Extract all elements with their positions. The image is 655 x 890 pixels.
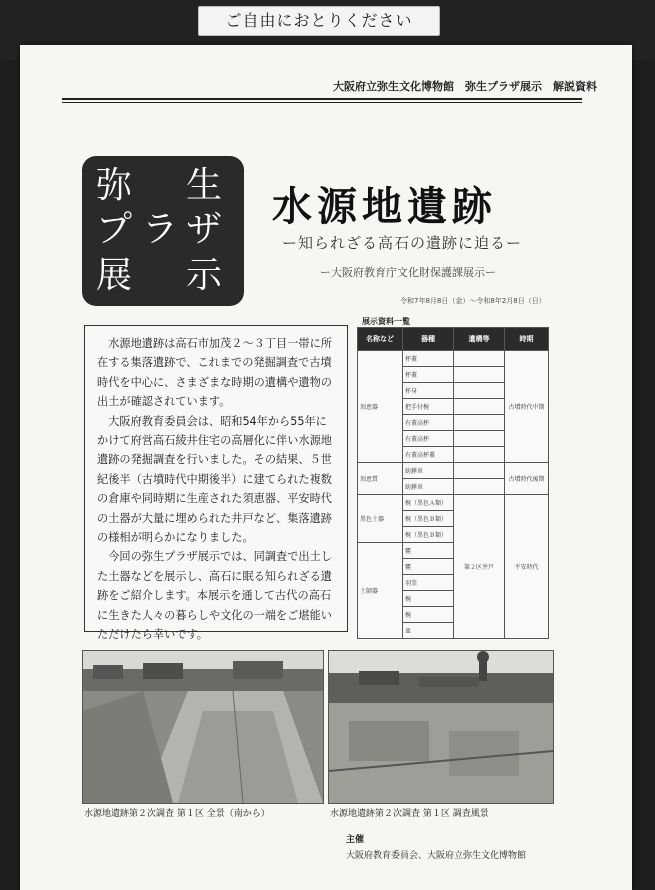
- table-row: [358, 495, 549, 511]
- item-cell: 紡錘車: [403, 479, 454, 495]
- logo-char: 示: [186, 255, 223, 296]
- exhibit-table: [357, 327, 549, 639]
- table-header: 器種: [403, 328, 454, 351]
- take-free-label: ご自由におとりください: [198, 6, 440, 36]
- item-cell: 皿: [403, 623, 454, 639]
- item-cell: 甕: [403, 559, 454, 575]
- exhibit-list-title: 展示資料一覧: [362, 317, 410, 326]
- logo-char: 弥: [96, 165, 133, 206]
- table-header: 時期: [505, 328, 549, 351]
- logo-char: ラ: [142, 209, 179, 250]
- excavation-work-photo: [328, 650, 554, 804]
- main-title: 水源地遺跡: [272, 183, 497, 230]
- yayoi-plaza-logo: [82, 156, 244, 306]
- item-cell: 有蓋高杯: [403, 415, 454, 431]
- period-cell: 古墳時代後期: [505, 463, 549, 495]
- item-cell: 紡錘車: [403, 463, 454, 479]
- header-rule: [62, 98, 582, 100]
- period-cell: 平安時代: [505, 495, 549, 639]
- table-row: [358, 463, 549, 479]
- logo-char: 展: [96, 255, 133, 296]
- logo-char: 生: [186, 165, 223, 206]
- intro-paragraph: 水源地遺跡は高石市加茂２〜３丁目一帯に所在する集落遺跡で、これまでの発掘調査で古墳時代を中心に、さまざまな時期の遺構や遺物の出土が確認されています。: [97, 337, 332, 409]
- subtitle: ー知られざる高石の遺跡に迫るー: [282, 234, 523, 252]
- sponsor-text: 大阪府教育委員会、大阪府立弥生文化博物館: [346, 851, 527, 861]
- group-name: 土師器: [358, 543, 403, 639]
- item-cell: 有蓋高杯蓋: [403, 447, 454, 463]
- item-cell: 椀（黒色Ｂ類）: [403, 527, 454, 543]
- item-cell: 杯蓋: [403, 351, 454, 367]
- item-cell: 椀: [403, 607, 454, 623]
- table-row: [358, 351, 549, 367]
- item-cell: 把手付椀: [403, 399, 454, 415]
- intro-paragraph: 今回の弥生プラザ展示では、同調査で出土した土器などを展示し、高石に眠る知られざる遺跡をご紹介します。本展示を通して古代の高石に生きた人々の暮らしや文化の一端をご堪能いただけたら幸いです。: [97, 550, 332, 642]
- organization-line: 大阪府立弥生文化博物館 弥生プラザ展示 解説資料: [333, 80, 597, 93]
- group-name: 黒色土器: [358, 495, 403, 543]
- exhibition-dates: 令和7年8月8日（金）〜令和8年2月8日（日）: [400, 297, 546, 305]
- intro-paragraph: 大阪府教育委員会は、昭和54年から55年にかけて府営高石綾井住宅の高層化に伴い水源地遺跡の発掘調査を行いました。その結果、５世紀後半（古墳時代中期後半）に建てられた複数の倉庫や同時期に生産された須恵器、平安時代の土器が大量に埋められた井戸など、集落遺跡の様相が明らかになりました。: [97, 414, 332, 545]
- photo-caption: 水源地遺跡第２次調査 第１区 調査風景: [330, 809, 489, 819]
- excavation-overview-photo: [82, 650, 324, 804]
- table-header: 名称など: [358, 328, 403, 351]
- logo-char: ザ: [186, 209, 223, 250]
- item-cell: 杯蓋: [403, 367, 454, 383]
- group-name: 須恵器: [358, 351, 403, 463]
- group-name: 須恵質: [358, 463, 403, 495]
- period-cell: 古墳時代中期: [505, 351, 549, 463]
- item-cell: 甕: [403, 543, 454, 559]
- feature-cell: 第２区井戸: [454, 495, 505, 639]
- item-cell: 羽釜: [403, 575, 454, 591]
- item-cell: 椀（黒色Ｂ類）: [403, 511, 454, 527]
- header-rule-thin: [62, 102, 582, 103]
- table-header: 遺構等: [454, 328, 505, 351]
- item-cell: 有蓋高杯: [403, 431, 454, 447]
- photo-caption: 水源地遺跡第２次調査 第１区 全景（南から）: [84, 809, 270, 819]
- sponsor-heading: 主催: [346, 835, 365, 845]
- intro-box: [84, 325, 348, 642]
- department-line: ー大阪府教育庁文化財保護課展示ー: [320, 266, 496, 279]
- item-cell: 椀: [403, 591, 454, 607]
- item-cell: 杯身: [403, 383, 454, 399]
- logo-char: プ: [96, 209, 133, 250]
- item-cell: 椀（黒色Ａ類）: [403, 495, 454, 511]
